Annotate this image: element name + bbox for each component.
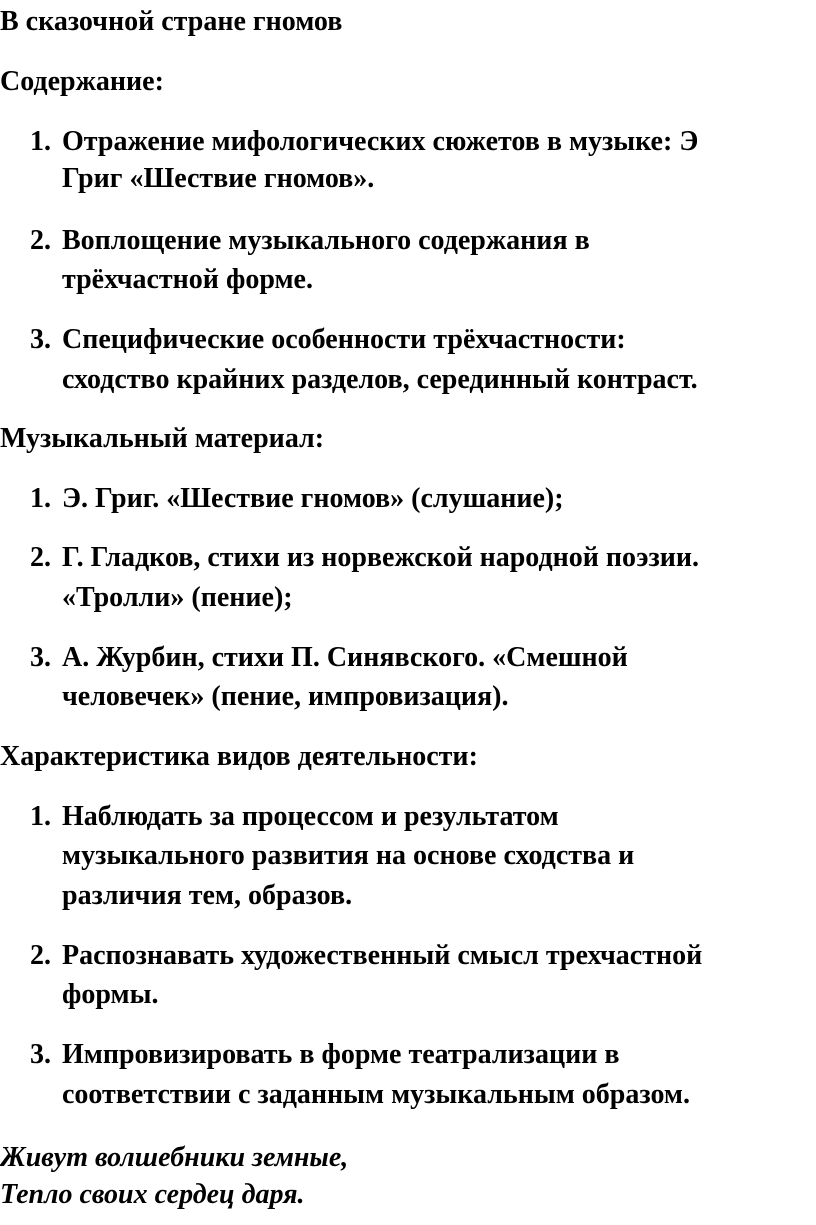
contents-item-line: Отражение мифологических сюжетов в музыке: Э xyxy=(62,126,699,157)
activities-item-line: соответствии с заданным музыкальным образом. xyxy=(62,1079,690,1110)
contents-item-line: Специфические особенности трёхчастности: xyxy=(62,324,626,355)
music-item-line: «Тролли» (пение); xyxy=(62,582,293,613)
contents-item-number: 3. xyxy=(30,324,51,355)
music-item-number: 2. xyxy=(30,542,51,573)
activities-item-number: 2. xyxy=(30,940,51,971)
contents-item-line: Воплощение музыкального содержания в xyxy=(62,225,590,256)
contents-heading: Содержание: xyxy=(0,66,164,97)
epigraph-line: Живут волшебники земные, xyxy=(0,1142,349,1173)
contents-item-line: трёхчастной форме. xyxy=(62,264,313,295)
activities-item-number: 1. xyxy=(30,801,51,832)
music-item-line: Г. Гладков, стихи из норвежской народной поэзии. xyxy=(62,542,699,573)
activities-item-line: Импровизировать в форме театрализации в xyxy=(62,1039,620,1070)
contents-item-line: сходство крайних разделов, серединный контраст. xyxy=(62,364,698,395)
music-heading: Музыкальный материал: xyxy=(0,423,325,454)
music-item-number: 3. xyxy=(30,642,51,673)
activities-item-line: различия тем, образов. xyxy=(62,880,353,911)
music-item-line: А. Журбин, стихи П. Синявского. «Смешной xyxy=(62,642,628,673)
contents-item-number: 1. xyxy=(30,126,51,157)
activities-item-line: Наблюдать за процессом и результатом xyxy=(62,801,559,832)
music-item-line: Э. Григ. «Шествие гномов» (слушание); xyxy=(62,483,564,514)
epigraph-line: Тепло своих сердец даря. xyxy=(0,1179,305,1210)
activities-item-line: Распознавать художественный смысл трехчастной xyxy=(62,940,703,971)
contents-item-line: Григ «Шествие гномов». xyxy=(62,163,375,194)
music-item-line: человечек» (пение, импровизация). xyxy=(62,681,509,712)
contents-item-number: 2. xyxy=(30,225,51,256)
activities-item-number: 3. xyxy=(30,1039,51,1070)
activities-heading: Характеристика видов деятельности: xyxy=(0,741,478,772)
document-title: В сказочной стране гномов xyxy=(0,6,343,37)
activities-item-line: формы. xyxy=(62,979,159,1010)
music-item-number: 1. xyxy=(30,483,51,514)
activities-item-line: музыкального развития на основе сходства и xyxy=(62,840,635,871)
